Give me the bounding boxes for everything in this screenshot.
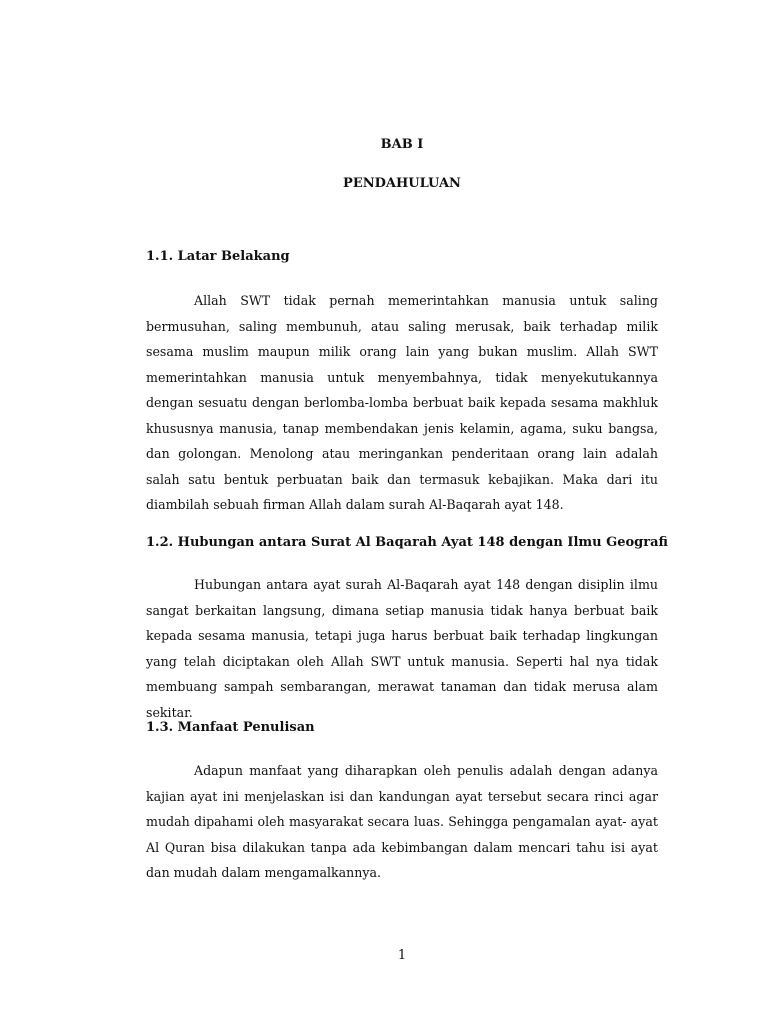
section-heading-manfaat: 1.3. Manfaat Penulisan	[146, 720, 315, 735]
section-paragraph-manfaat: Adapun manfaat yang diharapkan oleh penulis adalah dengan adanya kajian ayat ini menjelaskan isi dan kandungan ayat tersebut secara rinci agar mudah dipahami oleh masyarakat secara luas. Sehingga pengamalan ayat- ayat Al Quran bisa dilakukan tanpa ada kebimbangan dalam mencari tahu isi ayat dan mudah dalam mengamalkannya.	[146, 763, 658, 880]
section-paragraph-hubungan: Hubungan antara ayat surah Al-Baqarah ayat 148 dengan disiplin ilmu sangat berkaitan langsung, dimana setiap manusia tidak hanya berbuat baik kepada sesama manusia, tetapi juga harus berbuat baik terhadap lingkungan yang telah diciptakan oleh Allah SWT untuk manusia. Seperti hal nya tidak membuang sampah sembarangan, merawat tanaman dan tidak merusa alam sekitar.	[146, 577, 658, 720]
section-heading-hubungan: 1.2. Hubungan antara Surat Al Baqarah Ayat 148 dengan Ilmu Geografi	[146, 535, 668, 550]
chapter-title: PENDAHULUAN	[343, 176, 461, 191]
section-paragraph-latar-belakang: Allah SWT tidak pernah memerintahkan manusia untuk saling bermusuhan, saling membunuh, atau saling merusak, baik terhadap milik sesama muslim maupun milik orang lain yang bukan muslim. Allah SWT memerintahkan manusia untuk menyembahnya, tidak menyekutukannya dengan sesuatu dengan berlomba-lomba berbuat baik kepada sesama makhluk khususnya manusia, tanap membendakan jenis kelamin, agama, suku bangsa, dan golongan. Menolong atau meringankan penderitaan orang lain adalah salah satu bentuk perbuatan baik dan termasuk kebajikan. Maka dari itu diambilah sebuah firman Allah dalam surah Al-Baqarah ayat 148.	[146, 293, 658, 512]
section-heading-latar-belakang: 1.1. Latar Belakang	[146, 249, 290, 264]
page-number: 1	[397, 948, 407, 963]
chapter-label: BAB I	[380, 137, 424, 152]
